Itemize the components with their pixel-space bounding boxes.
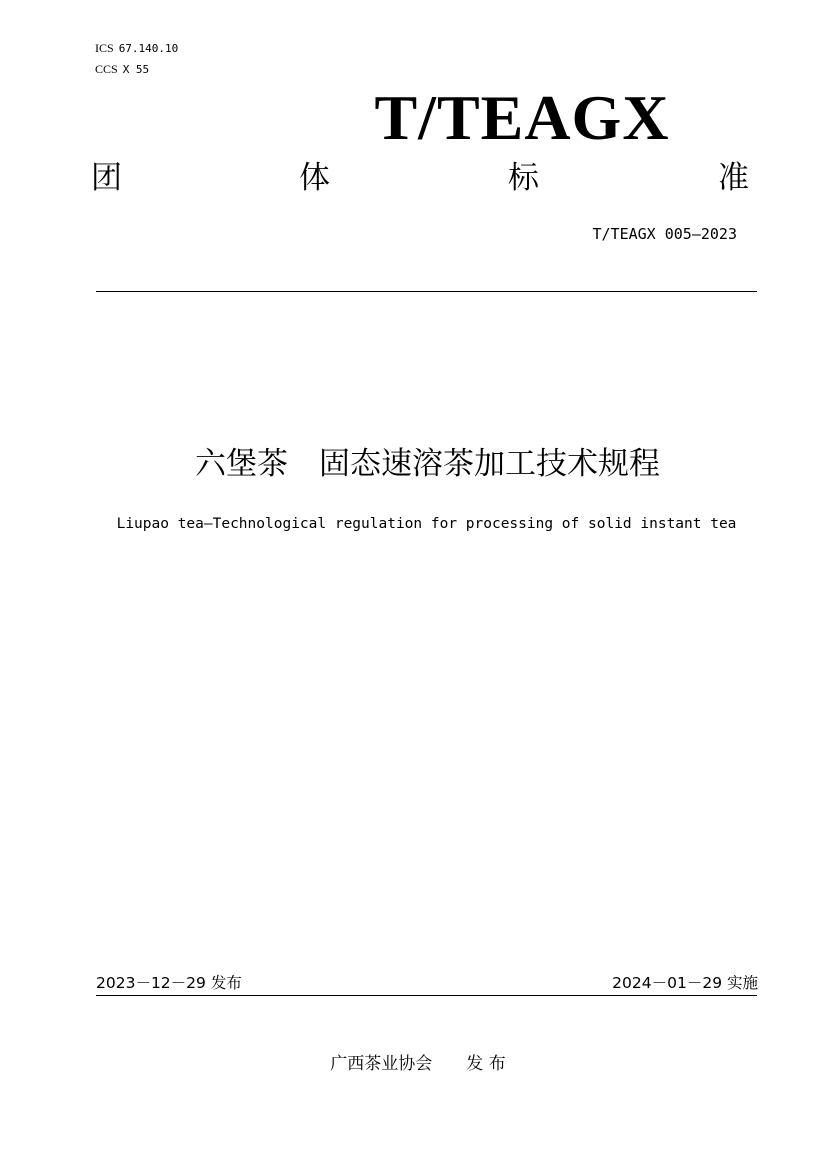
- title-english: Liupao tea—Technological regulation for processing of solid instant tea: [116, 516, 737, 532]
- ics-label: ICS: [95, 41, 114, 55]
- issue-date: 2023－12－29 发布: [96, 974, 242, 992]
- ics-value: 67.140.10: [118, 42, 179, 55]
- title-chinese: 六堡茶 固态速溶茶加工技术规程: [195, 446, 660, 482]
- standard-type-char-2: 体: [299, 160, 330, 196]
- standard-type-char-3: 标: [508, 160, 539, 196]
- header-divider: [96, 291, 757, 292]
- implementation-date: 2024－01－29 实施: [612, 974, 758, 992]
- ics-code: [95, 41, 178, 56]
- publisher: 广西茶业协会 发 布: [330, 1054, 506, 1074]
- ccs-code: [95, 62, 149, 77]
- ccs-value: X 55: [122, 63, 150, 76]
- ccs-label: CCS: [95, 62, 118, 76]
- standard-number: T/TEAGX 005—2023: [592, 225, 737, 243]
- footer-divider: [96, 995, 757, 996]
- standard-type-char-1: 团: [91, 160, 122, 196]
- standard-type-char-4: 准: [718, 160, 749, 196]
- org-code-logo: T/TEAGX: [374, 82, 670, 153]
